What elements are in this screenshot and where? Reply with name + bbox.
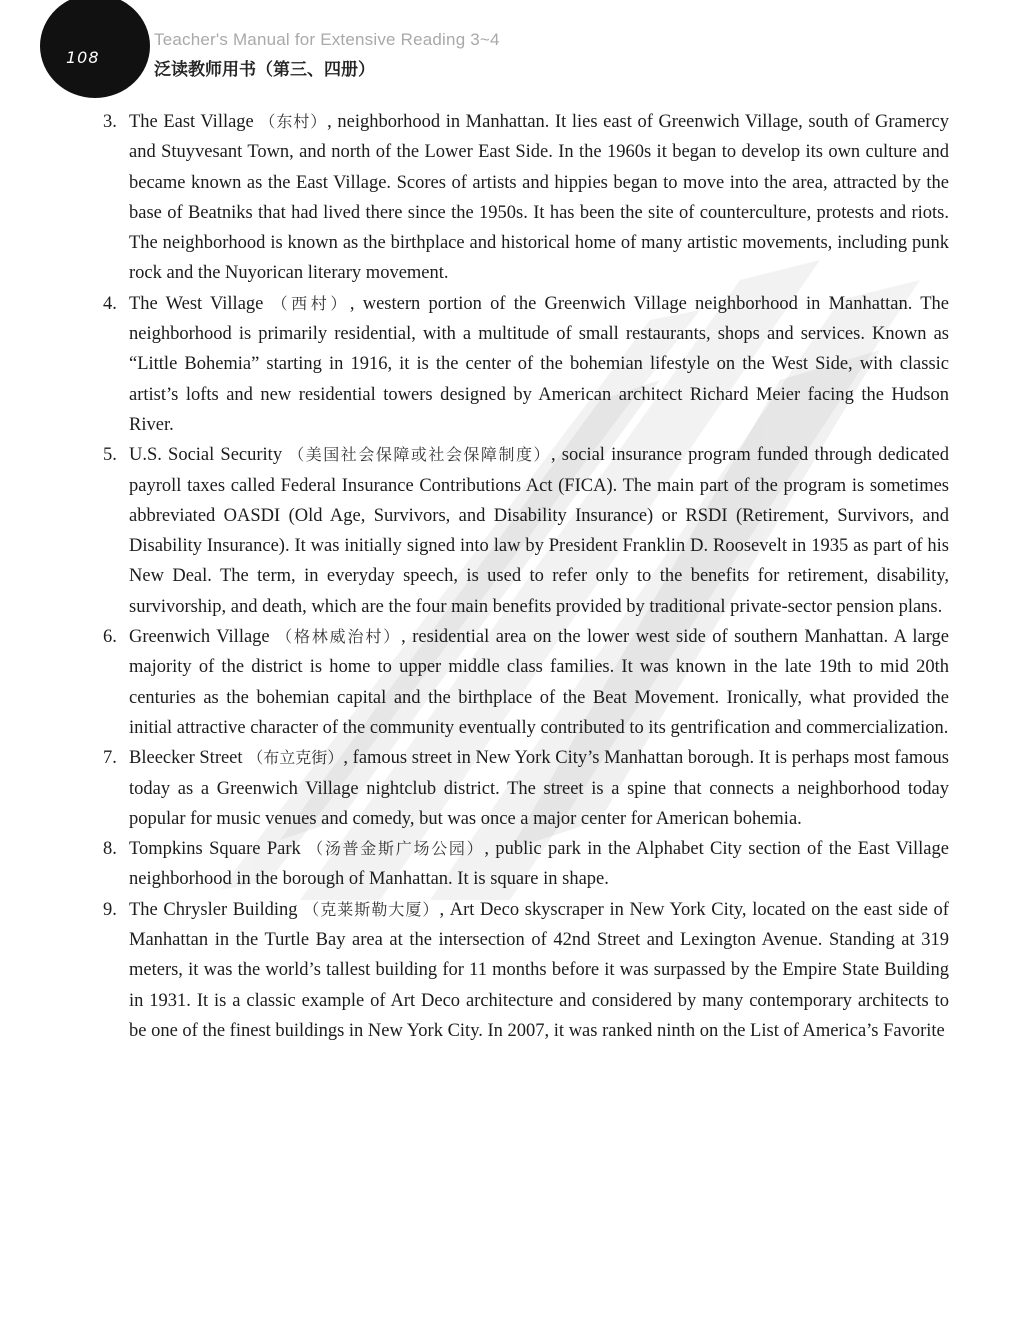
note-item: 7. Bleecker Street （布立克街）, famous street in New York City’s Manhattan borough. It is perhaps most famous today as a Greenwich Village nightclub district. The street is a spine that connects a neighborhood today popular for music venues and comedy, but was once a major center for American bohemia.: [103, 743, 949, 834]
note-item: 6. Greenwich Village （格林威治村）, residential area on the lower west side of southern Manhattan. A large majority of the district is home to upper middle class families. It was known in the late 19th to mid 20th centuries as the bohemian capital and the birthplace of the Beat Movement. Ironically, what provided the initial attractive character of the community eventually contributed to its gentrification and commercialization.: [103, 622, 949, 743]
note-item: 9. The Chrysler Building （克莱斯勒大厦）, Art Deco skyscraper in New York City, located on the east side of Manhattan in the Turtle Bay area at the intersection of 42nd Street and Lexington Avenue. Standing at 319 meters, it was the world’s tallest building for 11 months before it was surpassed by the Empire State Building in 1931. It is a classic example of Art Deco architecture and considered by many contemporary architects to be one of the finest buildings in New York City. In 2007, it was ranked ninth on the List of America’s Favorite: [103, 895, 949, 1046]
note-term: Tompkins Square Park: [129, 839, 301, 860]
note-text: residential area on the lower west side of southern Manhattan. A large majority of the district is home to upper middle class families. It was known in the late 19th to mid 20th centuries as the bohemian capital and the birthplace of the Beat Movement. Ironically, what provided the initial attractive character of the community eventually contributed to its gentrification and commercialization.: [129, 627, 949, 738]
note-text: public park in the Alphabet City section of the East Village neighborhood in the borough of Manhattan. It is square in shape.: [129, 839, 949, 890]
running-header-chinese: 泛读教师用书（第三、四册）: [154, 60, 375, 80]
note-text: Art Deco skyscraper in New York City, located on the east side of Manhattan in the Turtle Bay area at the intersection of 42nd Street and Lexington Avenue. Standing at 319 meters, it was the world’s tallest building for 11 months before it was surpassed by the Empire State Building in 1931. It is a classic example of Art Deco architecture and considered by many contemporary architects to be one of the finest buildings in New York City. In 2007, it was ranked ninth on the List of America’s Favorite: [129, 899, 949, 1041]
note-term-chinese: 布立克街: [263, 748, 328, 768]
notes-list: [103, 107, 949, 1046]
note-number: 5.: [103, 445, 117, 466]
note-term-chinese: 克莱斯勒大厦: [320, 899, 423, 919]
note-term: The East Village: [129, 112, 254, 132]
note-term-chinese: 东村: [276, 112, 311, 131]
note-text: western portion of the Greenwich Village neighborhood in Manhattan. The neighborhood is primarily residential, with a multitude of small restaurants, shops and services. Known as “Little Bohemia” starting in 1916, it is the center of the bohemian lifestyle on the West Side, with classic artist’s lofts and new residential towers designed by American architect Richard Meier facing the Hudson River.: [129, 293, 949, 435]
note-item: 4. The West Village （西村）, western portion of the Greenwich Village neighborhood in Manhattan. The neighborhood is primarily residential, with a multitude of small restaurants, shops and services. Known as “Little Bohemia” starting in 1916, it is the center of the bohemian lifestyle on the West Side, with classic artist’s lofts and new residential towers designed by American architect Richard Meier facing the Hudson River.: [103, 289, 949, 440]
note-term: U.S. Social Security: [129, 445, 283, 466]
note-text: social insurance program funded through dedicated payroll taxes called Federal Insurance Contributions Act (FICA). The main part of the program is sometimes abbreviated OASDI (Old Age, Survivors, and Disability Insurance) or RSDI (Retirement, Survivors, and Disability Insurance). It was initially signed into law by President Franklin D. Roosevelt in 1935 as part of his New Deal. The term, in everyday speech, is used to refer only to the benefits for retirement, disability, survivorship, and death, which are the four main benefits provided by traditional private-sector pension plans.: [129, 445, 950, 617]
note-number: 4.: [103, 293, 117, 314]
note-term-chinese: 汤普金斯广场公园: [324, 839, 467, 859]
note-term-chinese: 格林威治村: [293, 627, 384, 647]
note-term-chinese: 西村: [291, 293, 331, 313]
note-text: famous street in New York City’s Manhattan borough. It is perhaps most famous today as a Greenwich Village nightclub district. The street is a spine that connects a neighborhood today popular for music venues and comedy, but was once a major center for American bohemia.: [129, 748, 949, 829]
note-text: neighborhood in Manhattan. It lies east of Greenwich Village, south of Gramercy and Stuyvesant Town, and north of the Lower East Side. In the 1960s it began to develop its own culture and became known as the East Village. Scores of artists and hippies began to move into the area, attracted by the base of Beatniks that had lived there since the 1950s. It has been the site of counterculture, protests and riots. The neighborhood is known as the birthplace and historical home of many artistic movements, including punk rock and the Nuyorican literary movement.: [129, 112, 949, 284]
note-term: Bleecker Street: [129, 748, 243, 769]
note-number: 9.: [103, 899, 117, 920]
note-number: 6.: [103, 627, 117, 648]
page-number: 108: [66, 48, 100, 67]
running-header-english: Teacher's Manual for Extensive Reading 3~4: [154, 30, 500, 49]
note-item: 5. U.S. Social Security （美国社会保障或社会保障制度）, social insurance program funded through dedicated payroll taxes called Federal Insurance Contributions Act (FICA). The main part of the program is sometimes abbreviated OASDI (Old Age, Survivors, and Disability Insurance) or RSDI (Retirement, Survivors, and Disability Insurance). It was initially signed into law by President Franklin D. Roosevelt in 1935 as part of his New Deal. The term, in everyday speech, is used to refer only to the benefits for retirement, disability, survivorship, and death, which are the four main benefits provided by traditional private-sector pension plans.: [103, 440, 949, 622]
note-number: 8.: [103, 839, 117, 860]
note-term: The Chrysler Building: [129, 899, 298, 920]
note-item: 8. Tompkins Square Park （汤普金斯广场公园）, public park in the Alphabet City section of the East Village neighborhood in the borough of Manhattan. It is square in shape.: [103, 834, 949, 895]
note-number: 7.: [103, 748, 117, 769]
note-term-chinese: 美国社会保障或社会保障制度: [305, 445, 534, 465]
note-term: The West Village: [129, 293, 264, 314]
note-item: 3. The East Village （东村）, neighborhood in Manhattan. It lies east of Greenwich Village, south of Gramercy and Stuyvesant Town, and north of the Lower East Side. In the 1960s it began to develop its own culture and became known as the East Village. Scores of artists and hippies began to move into the area, attracted by the base of Beatniks that had lived there since the 1950s. It has been the site of counterculture, protests and riots. The neighborhood is known as the birthplace and historical home of many artistic movements, including punk rock and the Nuyorican literary movement.: [103, 107, 949, 289]
note-term: Greenwich Village: [129, 627, 270, 648]
note-number: 3.: [103, 112, 117, 132]
